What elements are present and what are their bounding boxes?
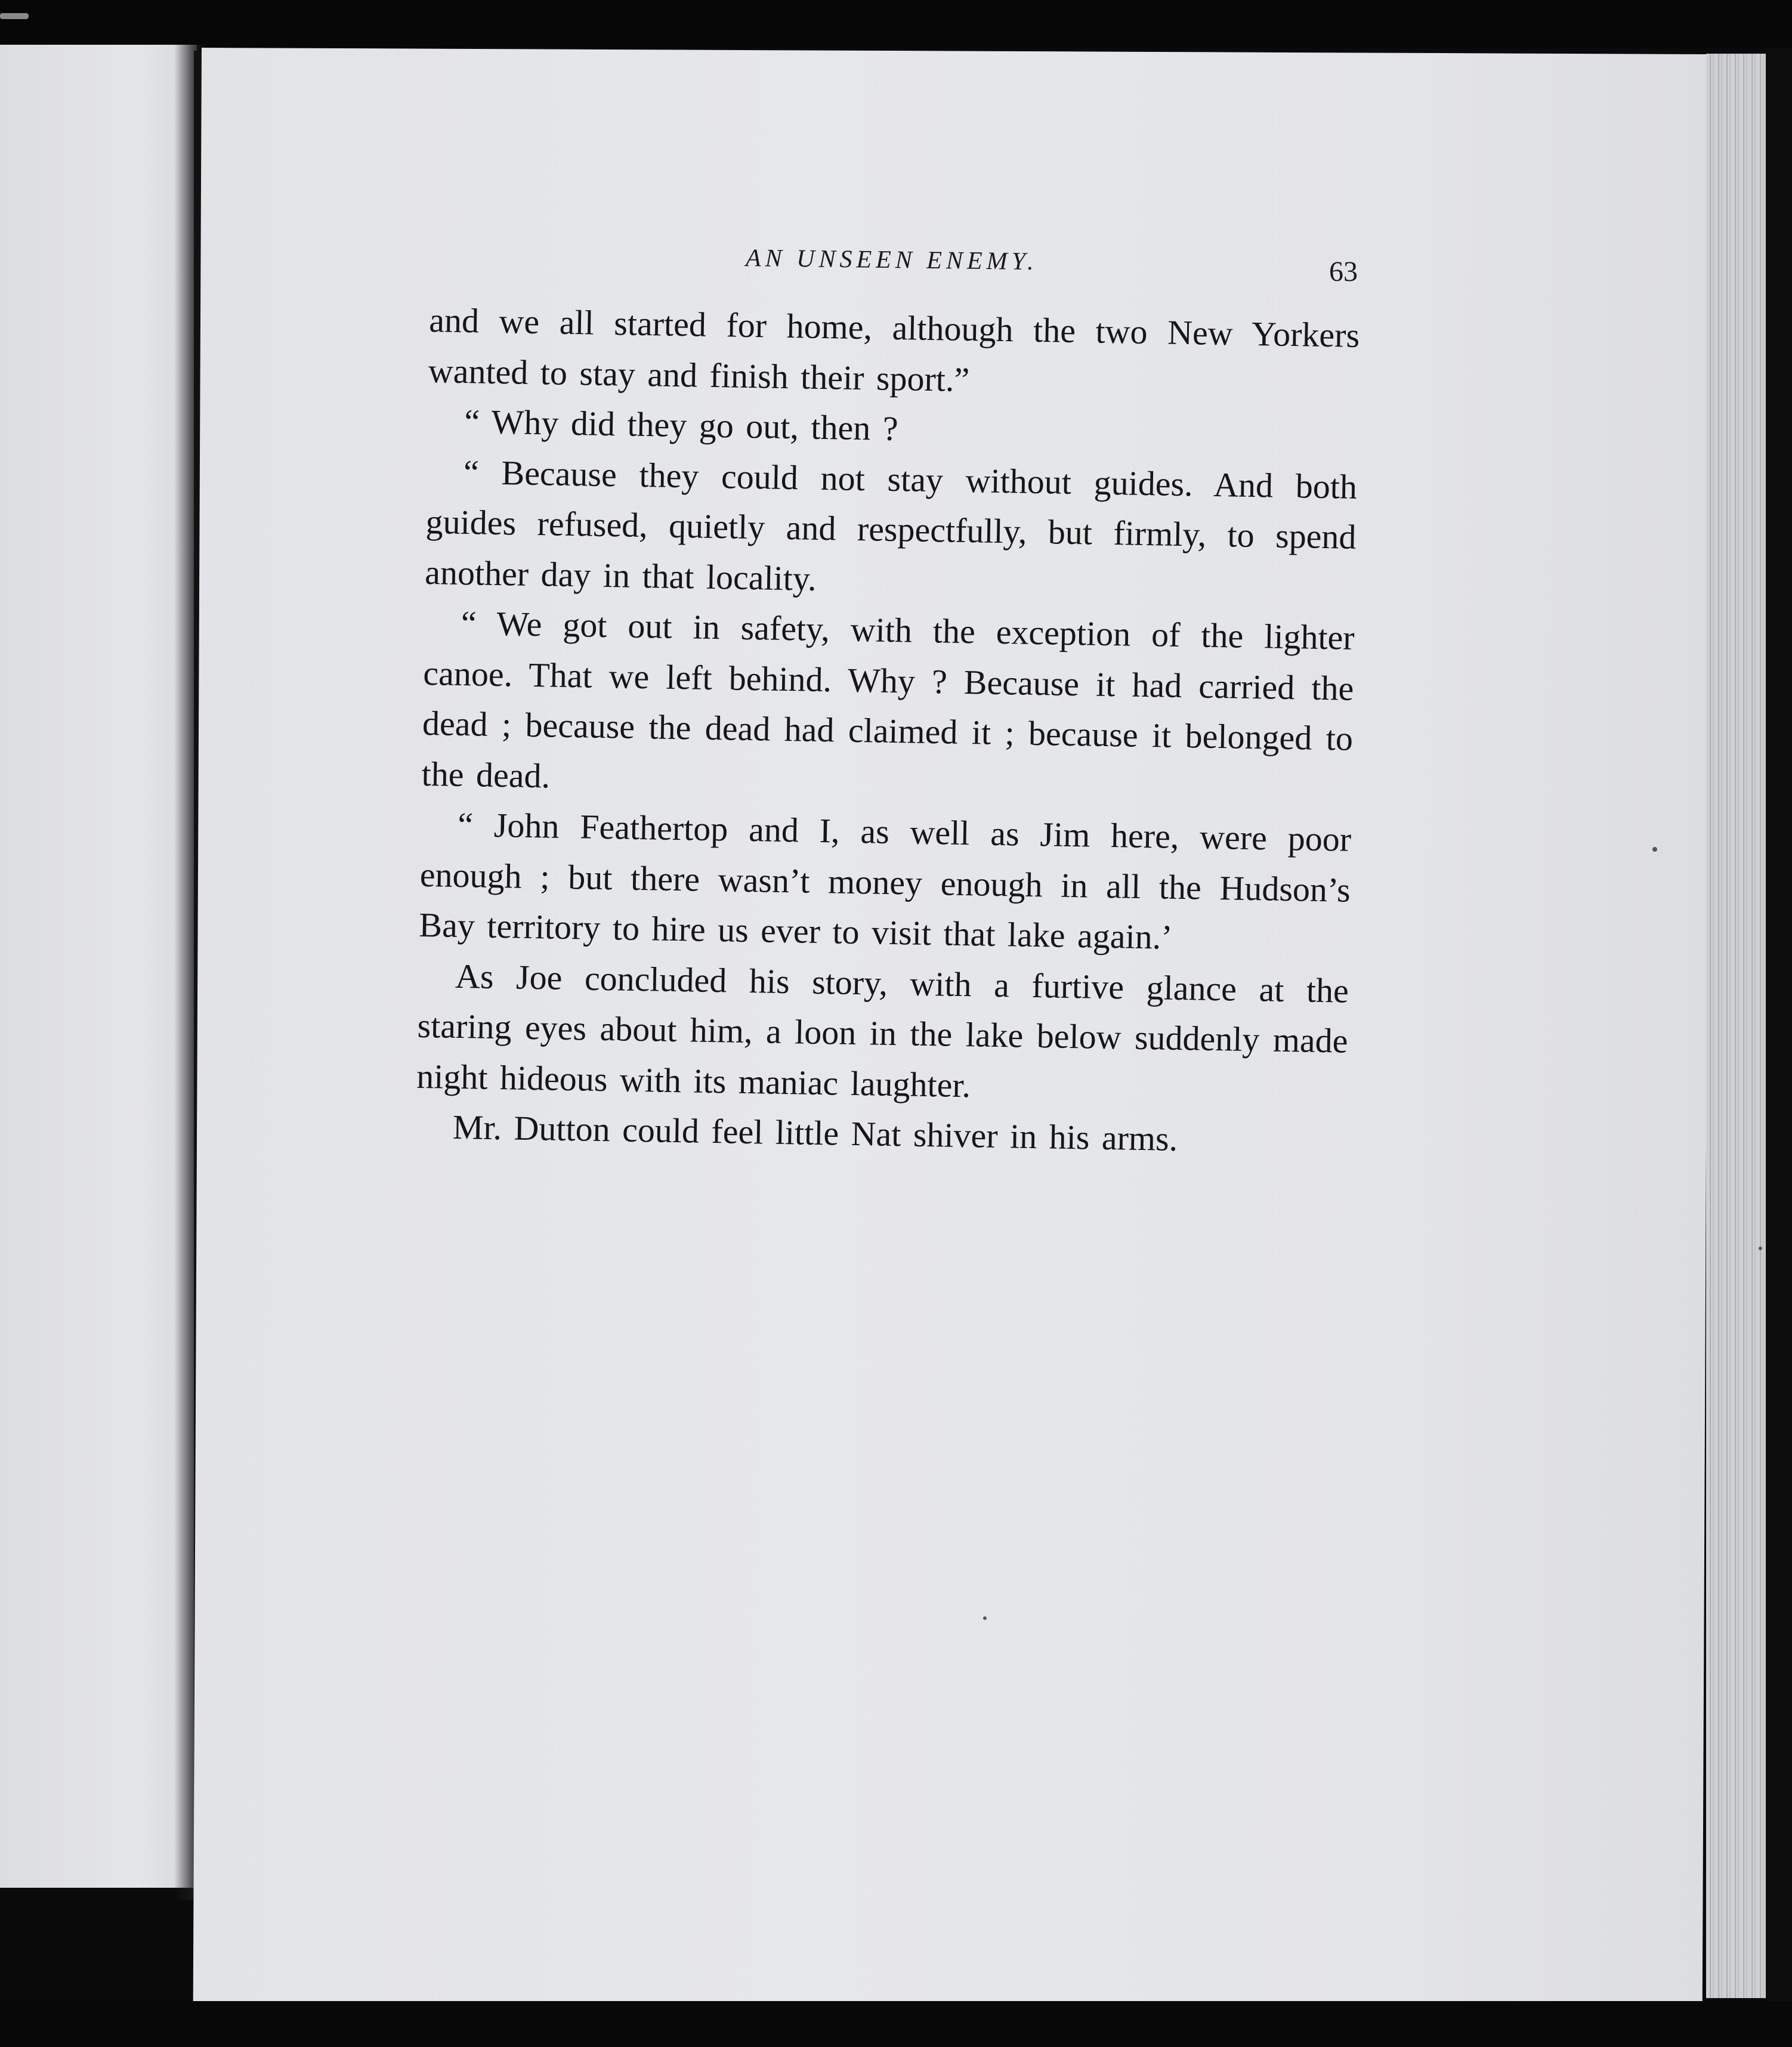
body-text — [415, 295, 1360, 1167]
paragraph-7: Mr. Dutton could feel little Nat shiver in his arms. — [452, 1107, 1178, 1158]
paragraph-1: and we all started for home, although the two New Yorkers wanted to stay and finish their sport.” — [428, 300, 1360, 399]
paragraph-6: As Joe concluded his story, with a furtive glance at the staring eyes about him, a loon in the lake below suddenly made night hideous with its maniac laughter. — [416, 956, 1349, 1105]
scan-artifact — [0, 13, 29, 19]
paragraph-3: “ Because they could not stay without guides. And both guides refused, quietly and respectfully, but firmly, to spend another day in that locality. — [424, 452, 1358, 598]
paper-speck — [1652, 847, 1657, 852]
right-margin-dark — [1766, 48, 1792, 2016]
paper-speck — [1759, 1247, 1762, 1250]
running-head: AN UNSEEN ENEMY. — [745, 245, 1038, 276]
page-fore-edge — [1706, 54, 1772, 1998]
bottom-margin-dark — [0, 2001, 1792, 2047]
paragraph-4: “ We got out in safety, with the exception of the lighter canoe. That we left behind. Why ? Because it had carried the dead ; because the dead had claimed it ; because it belonged to the dead. — [421, 603, 1355, 795]
top-margin-dark — [0, 0, 1792, 48]
paragraph-5: “ John Feathertop and I, as well as Jim here, were poor enough ; but there wasn’t money enough in all the Hudson’s Bay territory to hire us ever to visit that lake again.’ — [418, 805, 1352, 957]
paper-speck — [983, 1616, 987, 1620]
paragraph-2: “ Why did they go out, then ? — [464, 402, 899, 449]
facing-page-edge — [0, 45, 197, 1888]
page-number: 63 — [1329, 256, 1358, 287]
